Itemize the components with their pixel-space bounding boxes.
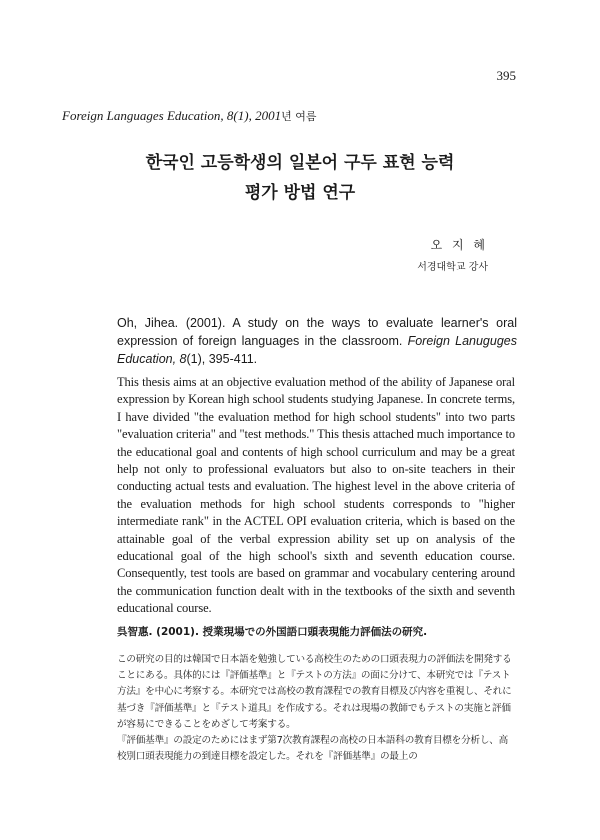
- citation-journal: Foreign Lanuguges Education, 8: [117, 334, 517, 366]
- author-name: 오 지 혜: [430, 238, 488, 252]
- japanese-abstract: [117, 652, 515, 765]
- journal-name: Foreign Languages Education,: [62, 108, 224, 123]
- japanese-paragraph-1: この研究の目的は韓国で日本語を勉強している高校生のための口頭表現力の評価法を開発することにある。具体的には『評価基準』と『テストの方法』の面に分けて、本研究では『テスト方法』を中心に考察する。本研究では高校の教育課程での教育目標及び内容を重視し、それに基づき『評価基準』と『テスト道具』を作成する。それは現場の教師でもテストの実施と評価が容易にできることをめざして考案する。: [117, 654, 512, 730]
- journal-header: [62, 108, 316, 124]
- english-abstract: This thesis aims at an objective evaluation method of the ability of Japanese oral expression by Korean high school students studying Japanese. In concrete terms, I have divided "the evaluation method for high school students" into two parts "evaluation criteria" and "test methods." This thesis attached much importance to the educational goal and contents of high school curriculum and may be a great help not only to professional evaluators but also to on-site teachers in their conducting actual tests and evaluation. The highest level in the above criteria of the evaluation methods for high school students corresponds to "higher intermediate rank" in the ACTEL OPI evaluation criteria, which is based on the attainable goal of the verbal expression ability set up on analysis of the educational goal of the high school's sixth and seventh education course. Consequently, test tools are based on grammar and vocabulary centering around the communication function dealt with in the textbooks of the sixth and seventh educational course.: [117, 375, 515, 616]
- citation-suffix: (1), 395-411.: [186, 352, 258, 366]
- journal-season: 년 여름: [281, 110, 317, 123]
- japanese-paragraph-2: 『評価基準』の設定のためにはまず第7次教育課程の高校の日本語科の教育目標を分析し、高校別口頭表現能力の到達目標を設定した。それを『評価基準』の最上の: [117, 735, 509, 763]
- paper-title: [0, 148, 600, 208]
- citation-prefix: Oh, Jihea. (2001). A study on the ways to evaluate learner's oral expression of foreign languages in the classroom.: [117, 316, 517, 348]
- author-affiliation: 서경대학교 강사: [417, 262, 488, 273]
- page-number: 395: [496, 68, 516, 83]
- title-line-2: 평가 방법 연구: [244, 183, 356, 203]
- journal-volume: 8(1), 2001: [226, 108, 282, 123]
- japanese-citation: 呉智惠. (2001). 授業現場での外国語口頭表現能力評価法の研究.: [117, 626, 428, 638]
- title-line-1: 한국인 고등학생의 일본어 구두 표현 능력: [145, 153, 455, 173]
- english-citation: [117, 314, 517, 368]
